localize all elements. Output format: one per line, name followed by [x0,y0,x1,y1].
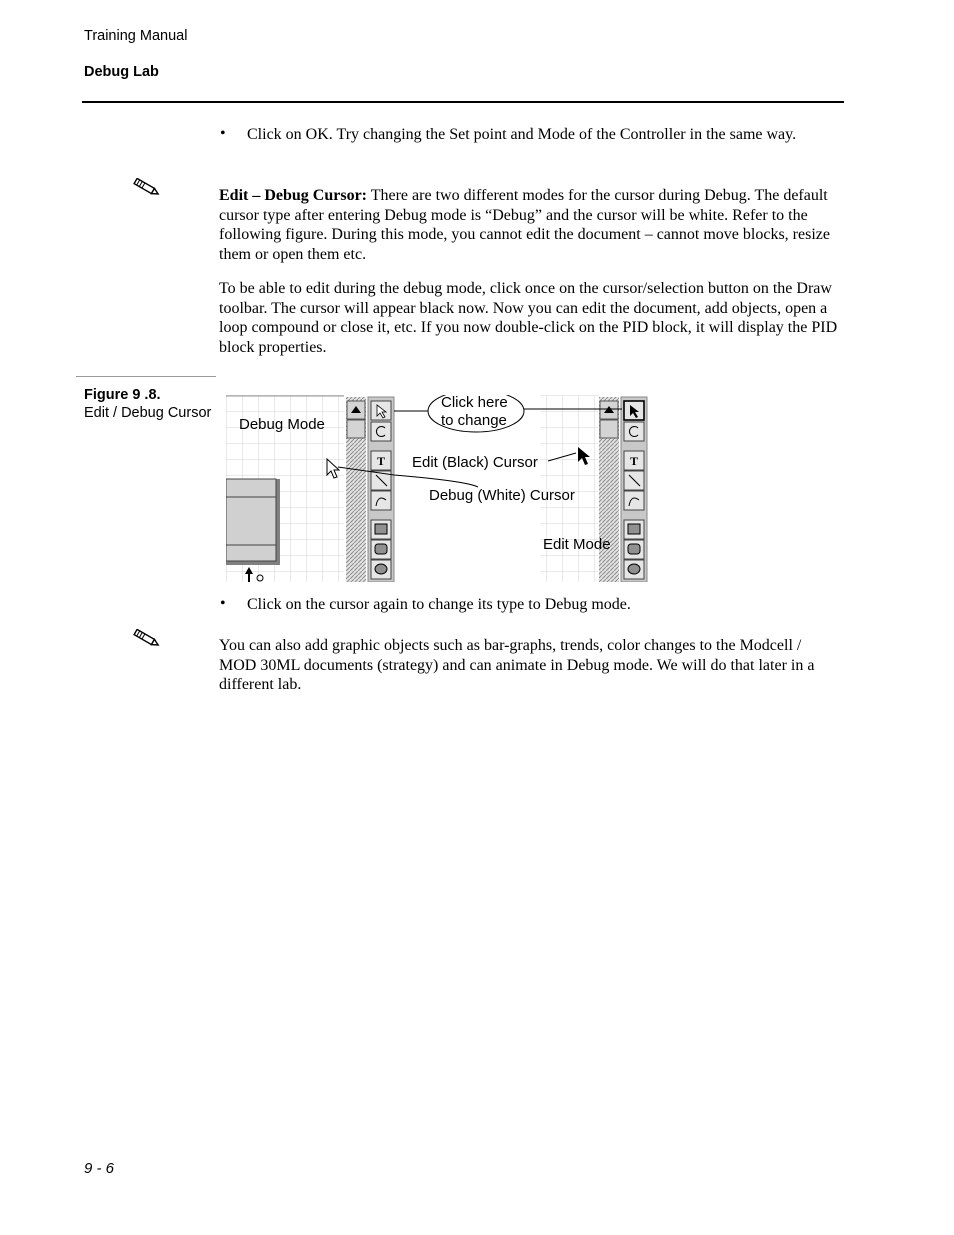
pid-block [226,479,280,565]
figure-caption: Edit / Debug Cursor [84,405,212,421]
draw-toolbar-left [368,397,394,582]
svg-text:T: T [629,454,639,468]
note-paragraph [219,186,839,264]
arc-tool-button[interactable] [371,491,391,510]
caption-rule [76,376,216,377]
debug-mode-label: Debug Mode [239,416,325,433]
draw-toolbar-right [621,397,647,582]
note-text: There are two different modes for the cursor during Debug. The default cursor type after entering Debug mode is “Debug” and the cursor will be white. Refer to the following figure. During this mode, you cannot edit the document – cannot move blocks, resize them or open them etc. [219,187,830,263]
svg-text:T: T [376,454,386,468]
header-section: Debug Lab [84,64,159,80]
pencil-note-icon [131,178,161,196]
note-paragraph: You can also add graphic objects such as bar-graphs, trends, color changes to the Modcell / MOD 30ML documents (strategy) and can animate in Debug mode. We will do that later in a different lab. [219,637,815,694]
scrollbar-left[interactable] [346,397,366,582]
header-rule [82,101,844,103]
rotate-tool-button[interactable] [624,422,644,441]
arc-tool-button[interactable] [624,491,644,510]
bullet-dot: • [220,595,226,612]
debug-cursor-figure [226,395,649,582]
header-title: Training Manual [84,28,188,44]
bullet-item: Click on the cursor again to change its type to Debug mode. [247,596,631,613]
click-here-line2: to change [441,412,507,429]
page-number: 9 - 6 [84,1160,115,1177]
note-lead: Edit – Debug Cursor: [219,187,368,204]
edit-cursor-label: Edit (Black) Cursor [412,454,538,471]
pencil-note-icon [131,629,161,647]
debug-cursor-label: Debug (White) Cursor [429,487,575,504]
click-here-line1: Click here [441,395,508,411]
figure-label: Figure 9 .8. [84,387,161,403]
bullet-item: Click on OK. Try changing the Set point and Mode of the Controller in the same way. [247,126,797,143]
bullet-dot: • [220,125,226,142]
rotate-tool-button[interactable] [371,422,391,441]
scrollbar-right[interactable] [599,397,619,582]
body-paragraph: To be able to edit during the debug mode, click once on the cursor/selection button on the Draw toolbar. The cursor will appear black now. Now you can edit the document, add objects, open a loop compound or close it, etc. If you now double-click on the PID block, it will display the PID block properties. [219,280,838,356]
edit-mode-label: Edit Mode [543,536,611,553]
